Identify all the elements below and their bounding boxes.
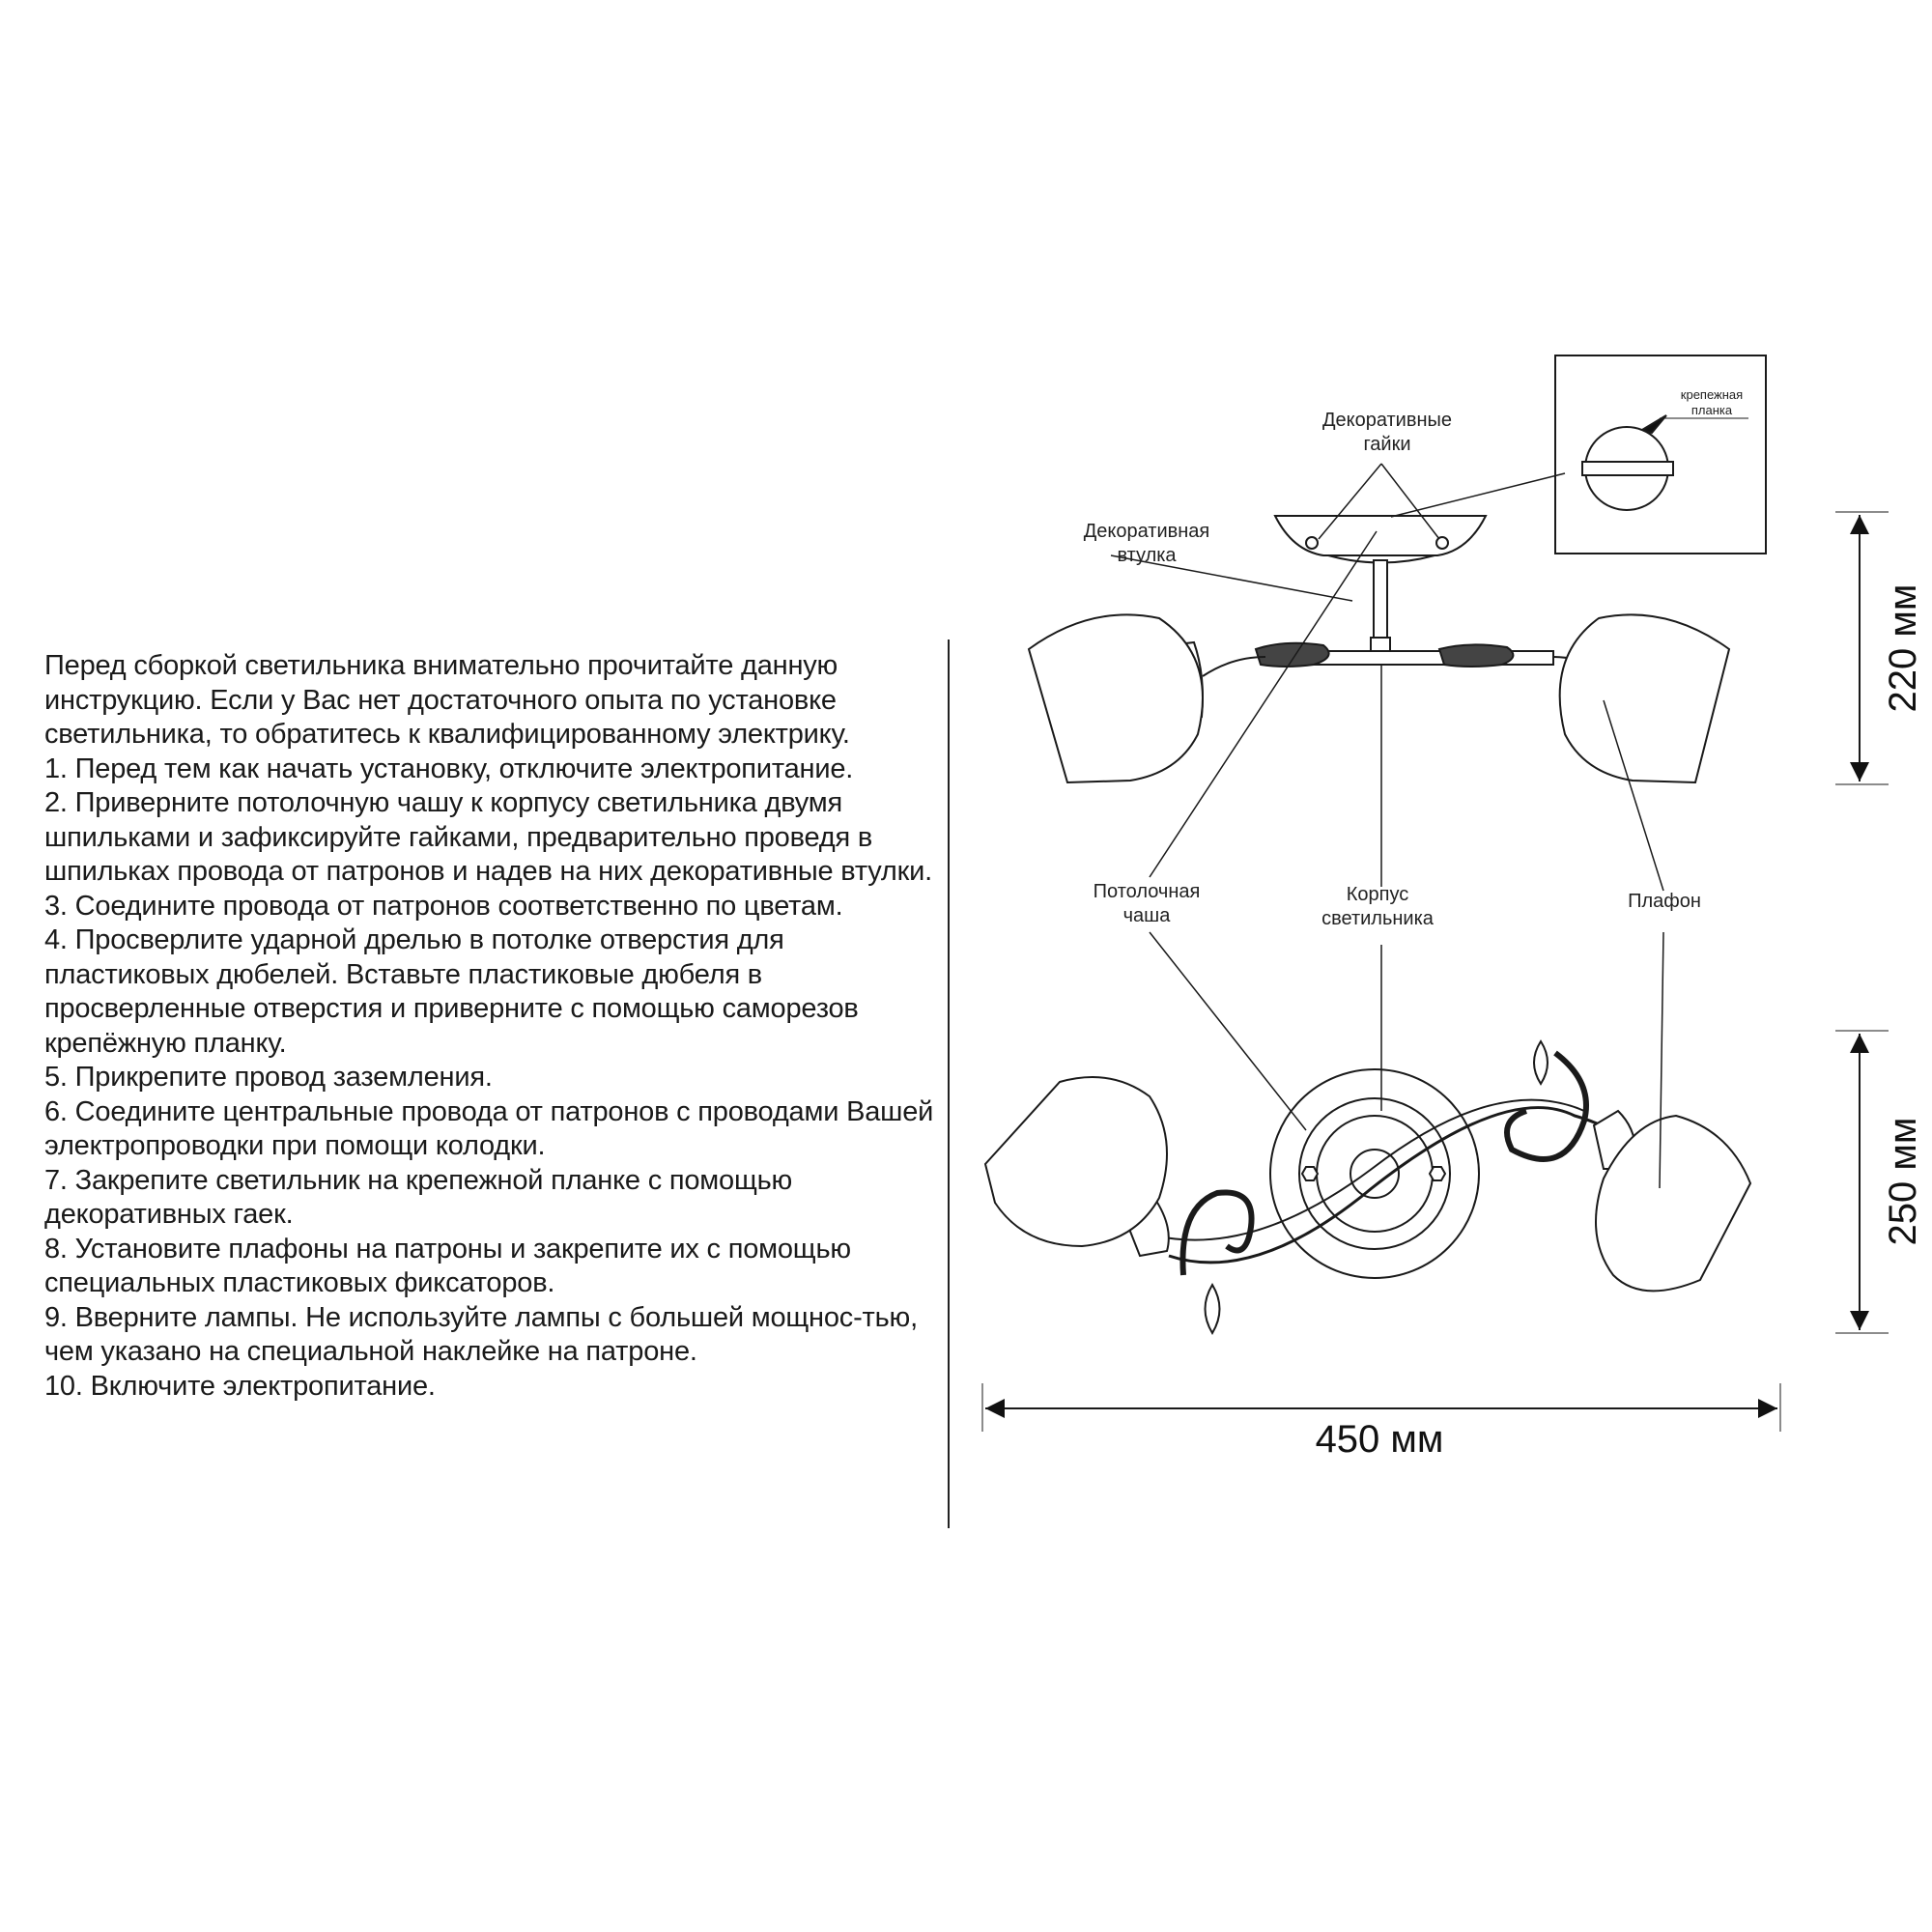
- crystal-left: [1206, 1285, 1220, 1333]
- shade-right-top: [1560, 614, 1729, 782]
- step-4: 4. Просверлите ударной дрелью в потолке отверстия для пластиковых дюбелей. Вставьте пластиковые дюбеля в просверленные отверстия и приверните с помощью саморезов крепёжную планку.: [44, 924, 859, 1059]
- intro-paragraph: Перед сборкой светильника внимательно прочитайте данную инструкцию. Если у Вас нет достаточного опыта по установке светильника, то обратитесь к квалифицированному электрику.: [44, 650, 850, 750]
- label-bowl-2: чаша: [1122, 905, 1171, 926]
- label-sleeve-2: втулка: [1117, 545, 1177, 566]
- label-shade: Плафон: [1628, 891, 1701, 912]
- step-8: 8. Установите плафоны на патроны и закрепите их с помощью специальных пластиковых фиксаторов.: [44, 1233, 851, 1298]
- label-bracket-2: планка: [1690, 403, 1733, 417]
- dim-label-450: 450 мм: [1315, 1418, 1444, 1461]
- ornament-right: [1439, 644, 1513, 667]
- label-body-2: светильника: [1321, 908, 1434, 929]
- label-bowl-1: Потолочная: [1093, 881, 1201, 902]
- shade-left-bottom: [985, 1077, 1167, 1246]
- sleeve: [1371, 638, 1390, 651]
- hex-nut-left: [1302, 1167, 1318, 1180]
- label-body-1: Корпус: [1346, 884, 1409, 905]
- step-9: 9. Вверните лампы. Не используйте лампы с большей мощнос-тью, чем указано на специальной наклейке на патроне.: [44, 1301, 918, 1367]
- label-nuts-1: Декоративные: [1321, 410, 1453, 431]
- arm-left: [1203, 657, 1265, 676]
- shade-left-top: [1029, 614, 1203, 782]
- decorative-nut-left: [1306, 537, 1318, 549]
- ornament-left: [1256, 643, 1329, 667]
- step-5: 5. Прикрепите провод заземления.: [44, 1062, 493, 1093]
- crystal-right: [1534, 1041, 1548, 1084]
- detail-inset: [1555, 355, 1766, 554]
- step-7: 7. Закрепите светильник на крепежной планке с помощью декоративных гаек.: [44, 1164, 793, 1230]
- step-2: 2. Приверните потолочную чашу к корпусу светильника двумя шпильками и зафиксируйте гайками, предварительно проведя в шпильках провода от патронов и надев на них декоративные втулки.: [44, 787, 932, 887]
- decorative-nut-right: [1436, 537, 1448, 549]
- step-3: 3. Соедините провода от патронов соответственно по цветам.: [44, 890, 843, 922]
- dim-label-250: 250 мм: [1882, 1117, 1924, 1246]
- stem: [1374, 560, 1387, 649]
- label-sleeve-1: Декоративная: [1083, 521, 1210, 542]
- step-6: 6. Соедините центральные провода от патронов с проводами Вашей электропроводки при помощи колодки.: [44, 1095, 934, 1161]
- step-10: 10. Включите электропитание.: [44, 1370, 436, 1402]
- step-1: 1. Перед тем как начать установку, отключите электропитание.: [44, 753, 854, 784]
- ceiling-canopy: [1275, 516, 1486, 555]
- dim-label-220: 220 мм: [1882, 583, 1924, 713]
- label-bracket-1: крепежная: [1680, 387, 1744, 402]
- inset-bracket-plate: [1582, 462, 1673, 475]
- hex-nut-right: [1430, 1167, 1445, 1180]
- bottom-view: [985, 1041, 1750, 1333]
- label-nuts-2: гайки: [1363, 434, 1411, 455]
